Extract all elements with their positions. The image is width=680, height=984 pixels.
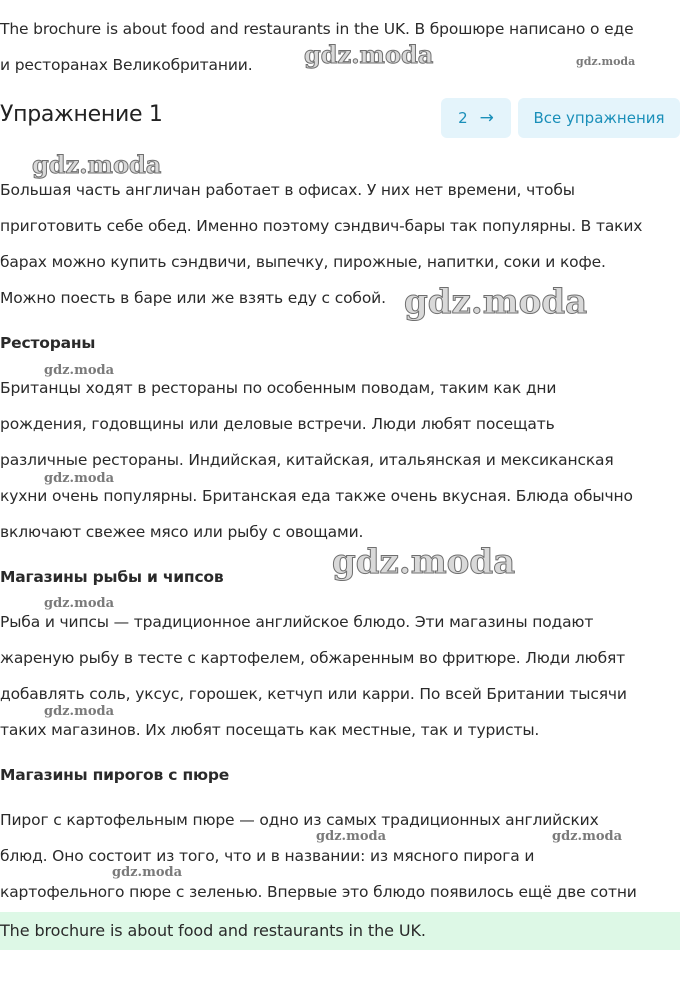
watermark: gdz.moda: [576, 55, 636, 68]
paragraph-pie-and-mash: [0, 802, 680, 910]
watermark: gdz.moda: [316, 829, 387, 844]
text-line: Рыба и чипсы — традиционное английское блюдо. Эти магазины подают: [0, 613, 594, 631]
watermark: gdz.moda: [304, 40, 434, 69]
text-line: включают свежее мясо или рыбу с овощами.: [0, 523, 364, 541]
text-line: жареную рыбу в тесте с картофелем, обжаренным во фритюре. Люди любят: [0, 649, 626, 667]
text-line: кухни очень популярны. Британская еда также очень вкусная. Блюда обычно: [0, 487, 633, 505]
text-line: различные рестораны. Индийская, китайская, итальянская и мексиканская: [0, 451, 614, 469]
watermark: gdz.moda: [44, 363, 115, 378]
answer-highlight: The brochure is about food and restaurants in the UK.: [0, 912, 680, 950]
text-line: картофельного пюре с зеленью. Впервые это блюдо появилось ещё две сотни: [0, 883, 637, 901]
watermark: gdz.moda: [32, 150, 162, 179]
heading-restaurants: Рестораны: [0, 334, 96, 352]
watermark: gdz.moda: [44, 704, 115, 719]
text-line: таких магазинов. Их любят посещать как местные, так и туристы.: [0, 721, 540, 739]
text-line: Большая часть англичан работает в офисах. У них нет времени, чтобы: [0, 181, 575, 199]
watermark: gdz.moda: [552, 829, 623, 844]
text-line: Можно поесть в баре или же взять еду с собой.: [0, 289, 386, 307]
next-exercise-label: 2: [458, 109, 468, 127]
text-line: приготовить себе обед. Именно поэтому сэндвич-бары так популярны. В таких: [0, 217, 643, 235]
paragraph-sandwich-bars: [0, 172, 680, 316]
text-line: рождения, годовщины или деловые встречи. Люди любят посещать: [0, 415, 555, 433]
text-line: Британцы ходят в рестораны по особенным поводам, таким как дни: [0, 379, 557, 397]
all-exercises-button[interactable]: Все упражнения: [518, 98, 680, 138]
text-line: Пирог с картофельным пюре — одно из самых традиционных английских: [0, 811, 599, 829]
text-line: блюд. Оно состоит из того, что и в названии: из мясного пирога и: [0, 847, 535, 865]
watermark: gdz.moda: [112, 865, 183, 880]
paragraph-fish-and-chips: [0, 604, 680, 748]
heading-fish-and-chips: Магазины рыбы и чипсов: [0, 568, 224, 586]
watermark: gdz.moda: [44, 596, 115, 611]
paragraph-restaurants: [0, 370, 680, 550]
watermark: gdz.moda: [332, 542, 516, 582]
watermark: gdz.moda: [44, 471, 115, 486]
heading-pie-and-mash: Магазины пирогов с пюре: [0, 766, 230, 784]
watermark: gdz.moda: [404, 282, 588, 322]
intro-paragraph: [0, 11, 680, 83]
next-exercise-button[interactable]: [441, 98, 511, 138]
text-line: добавлять соль, уксус, горошек, кетчуп или карри. По всей Британии тысячи: [0, 685, 627, 703]
exercise-title: Упражнение 1: [0, 102, 163, 127]
intro-line: The brochure is about food and restaurants in the UK. В брошюре написано о еде: [0, 20, 634, 38]
arrow-right-icon: →: [479, 108, 494, 128]
intro-line: и ресторанах Великобритании.: [0, 56, 253, 74]
text-line: барах можно купить сэндвичи, выпечку, пирожные, напитки, соки и кофе.: [0, 253, 606, 271]
